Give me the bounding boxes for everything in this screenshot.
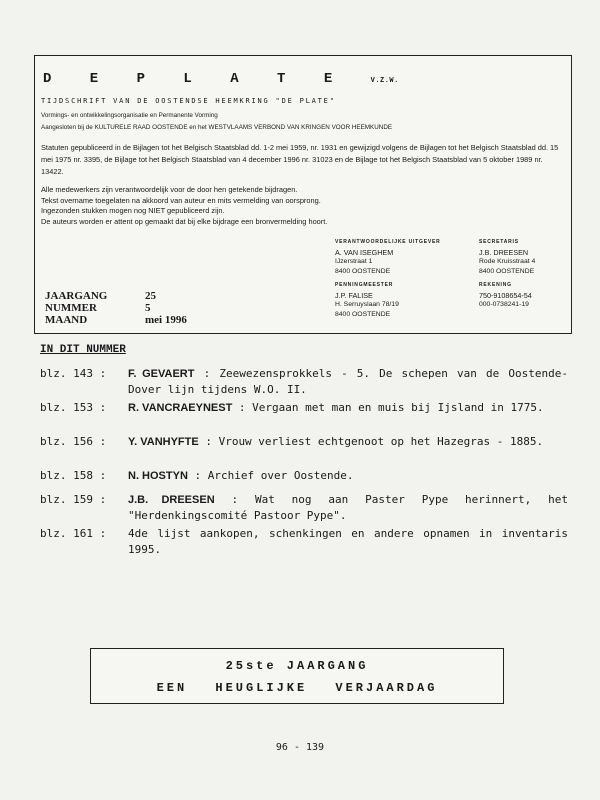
note-line: Alle medewerkers zijn verantwoordelijk voor de door hen getekende bijdragen.: [41, 185, 298, 194]
contact-role: PENNINGMEESTER: [335, 282, 394, 288]
masthead-box: [34, 55, 572, 334]
note-line: Tekst overname toegelaten na akkoord van auteur en mits vermelding van oorsprong.: [41, 195, 321, 205]
affiliation-line: Aangesloten bij de KULTURELE RAAD OOSTENDE en het WESTVLAAMS VERBOND VAN KRINGEN VOOR HEEMKUNDE: [41, 124, 393, 131]
journal-title-suffix: V.Z.W.: [370, 77, 399, 85]
anniversary-box: [90, 648, 504, 704]
account-number: 750-9108654-54: [479, 290, 532, 300]
page-range: 96 - 139: [275, 742, 325, 753]
toc-title: : Zeewezensprokkels - 5. De schepen van de Oostende-Dover lijn tijdens W.O. II.: [128, 367, 568, 396]
issue-info: [45, 290, 187, 326]
toc-author: N. HOSTYN: [128, 470, 188, 482]
note-line: De auteurs worden er attent op gemaakt dat bij elke bijdrage een bronvermelding hoort.: [41, 216, 328, 226]
toc-author: J.B. DREESEN: [128, 494, 215, 506]
contact-name: J.B. DREESEN: [479, 247, 529, 257]
info-value: 25: [145, 290, 156, 302]
toc-page-ref: blz. 161 :: [40, 527, 107, 540]
note-line: Ingezonden stukken mogen nog NIET gepubliceerd zijn.: [41, 206, 225, 216]
contact-role: REKENING: [479, 282, 512, 288]
contact-address: IJzerstraat 1: [335, 258, 373, 265]
toc-page-ref: blz. 159 :: [40, 493, 107, 506]
account-number-2: 000-0738241-19: [479, 301, 529, 308]
contact-name: J.P. FALISE: [335, 290, 373, 300]
journal-title: [43, 71, 399, 87]
toc-author: R. VANCRAEYNEST: [128, 402, 233, 414]
toc-author: Y. VANHYFTE: [128, 436, 199, 448]
toc-entry: [128, 400, 568, 416]
contact-role: SECRETARIS: [479, 239, 519, 245]
organisation-line: Vormings- en ontwikkelingsorganisatie en Permanente Vorming: [41, 112, 218, 119]
toc-title: : Wat nog aan Paster Pype herinnert, het "Herdenkingscomité Pastoor Pype".: [128, 493, 568, 522]
contact-city: 8400 OOSTENDE: [335, 267, 391, 275]
info-row-maand: [45, 314, 187, 326]
toc-title: 4de lijst aankopen, schenkingen en andere opnamen in inventaris 1995.: [128, 527, 568, 556]
info-label: MAAND: [45, 314, 88, 326]
contact-role: VERANTWOORDELIJKE UITGEVER: [335, 239, 441, 245]
toc-item: [40, 366, 570, 400]
toc-title: : Archief over Oostende.: [187, 469, 354, 482]
toc-page-ref: blz. 153 :: [40, 401, 107, 414]
statutes-paragraph: Statuten gepubliceerd in de Bijlagen tot het Belgisch Staatsblad dd. 1-2 mei 1959, nr. 1931 en gewijzigd volgens de Bijlagen tot het Belgisch Staatsblad dd. 15 mei 1975 nr. 3395, de Bijlage tot het Belgisch Staatsblad van 4 december 1996 nr. 31023 en de Bijlage tot het Belgisch Staatsblad van 5 oktober 1989 nr. 13422.: [41, 143, 559, 176]
toc-title: : Vrouw verliest echtgenoot op het Hazegras - 1885.: [198, 435, 544, 448]
contents-heading: IN DIT NUMMER: [40, 344, 126, 356]
contact-city: 8400 OOSTENDE: [335, 310, 391, 318]
toc-entry: [128, 434, 568, 450]
anniversary-line-2: EEN HEUGLIJKE VERJAARDAG: [156, 681, 438, 695]
contact-penningmeester: [335, 281, 399, 319]
toc-item: [40, 492, 570, 526]
info-row-nummer: [45, 302, 187, 314]
contact-address: H. Serruyslaan 78/19: [335, 301, 399, 308]
toc-page-ref: blz. 156 :: [40, 435, 107, 448]
journal-subtitle: TIJDSCHRIFT VAN DE OOSTENDSE HEEMKRING "DE PLATE": [41, 97, 336, 105]
journal-title-text: D E P L A T E: [43, 71, 348, 87]
toc-author: F. GEVAERT: [128, 368, 195, 380]
toc-title: : Vergaan met man en muis bij Ijsland in 1775.: [232, 401, 544, 414]
toc-page-ref: blz. 158 :: [40, 469, 107, 482]
toc-item: [40, 400, 570, 434]
toc-page-ref: blz. 143 :: [40, 367, 107, 380]
info-value: mei 1996: [145, 314, 187, 326]
notes-block: [41, 185, 566, 227]
toc-item: [40, 434, 570, 468]
toc-item: [40, 468, 570, 488]
toc-item: [40, 526, 570, 560]
info-value: 5: [145, 302, 151, 314]
contact-address: Rode Kruisstraat 4: [479, 258, 536, 265]
contact-city: 8400 OOSTENDE: [479, 267, 535, 275]
toc-entry: [128, 468, 568, 484]
anniversary-line-1: 25ste JAARGANG: [225, 659, 369, 673]
contact-rekening: [479, 281, 532, 310]
info-row-jaargang: [45, 290, 187, 302]
contact-name: A. VAN ISEGHEM: [335, 247, 394, 257]
info-label: NUMMER: [45, 302, 97, 314]
contact-secretaris: [479, 238, 535, 276]
toc-entry: [128, 366, 568, 398]
contact-uitgever: [335, 238, 441, 276]
toc-entry: [128, 492, 568, 524]
toc-entry: [128, 526, 568, 558]
info-label: JAARGANG: [45, 290, 108, 302]
